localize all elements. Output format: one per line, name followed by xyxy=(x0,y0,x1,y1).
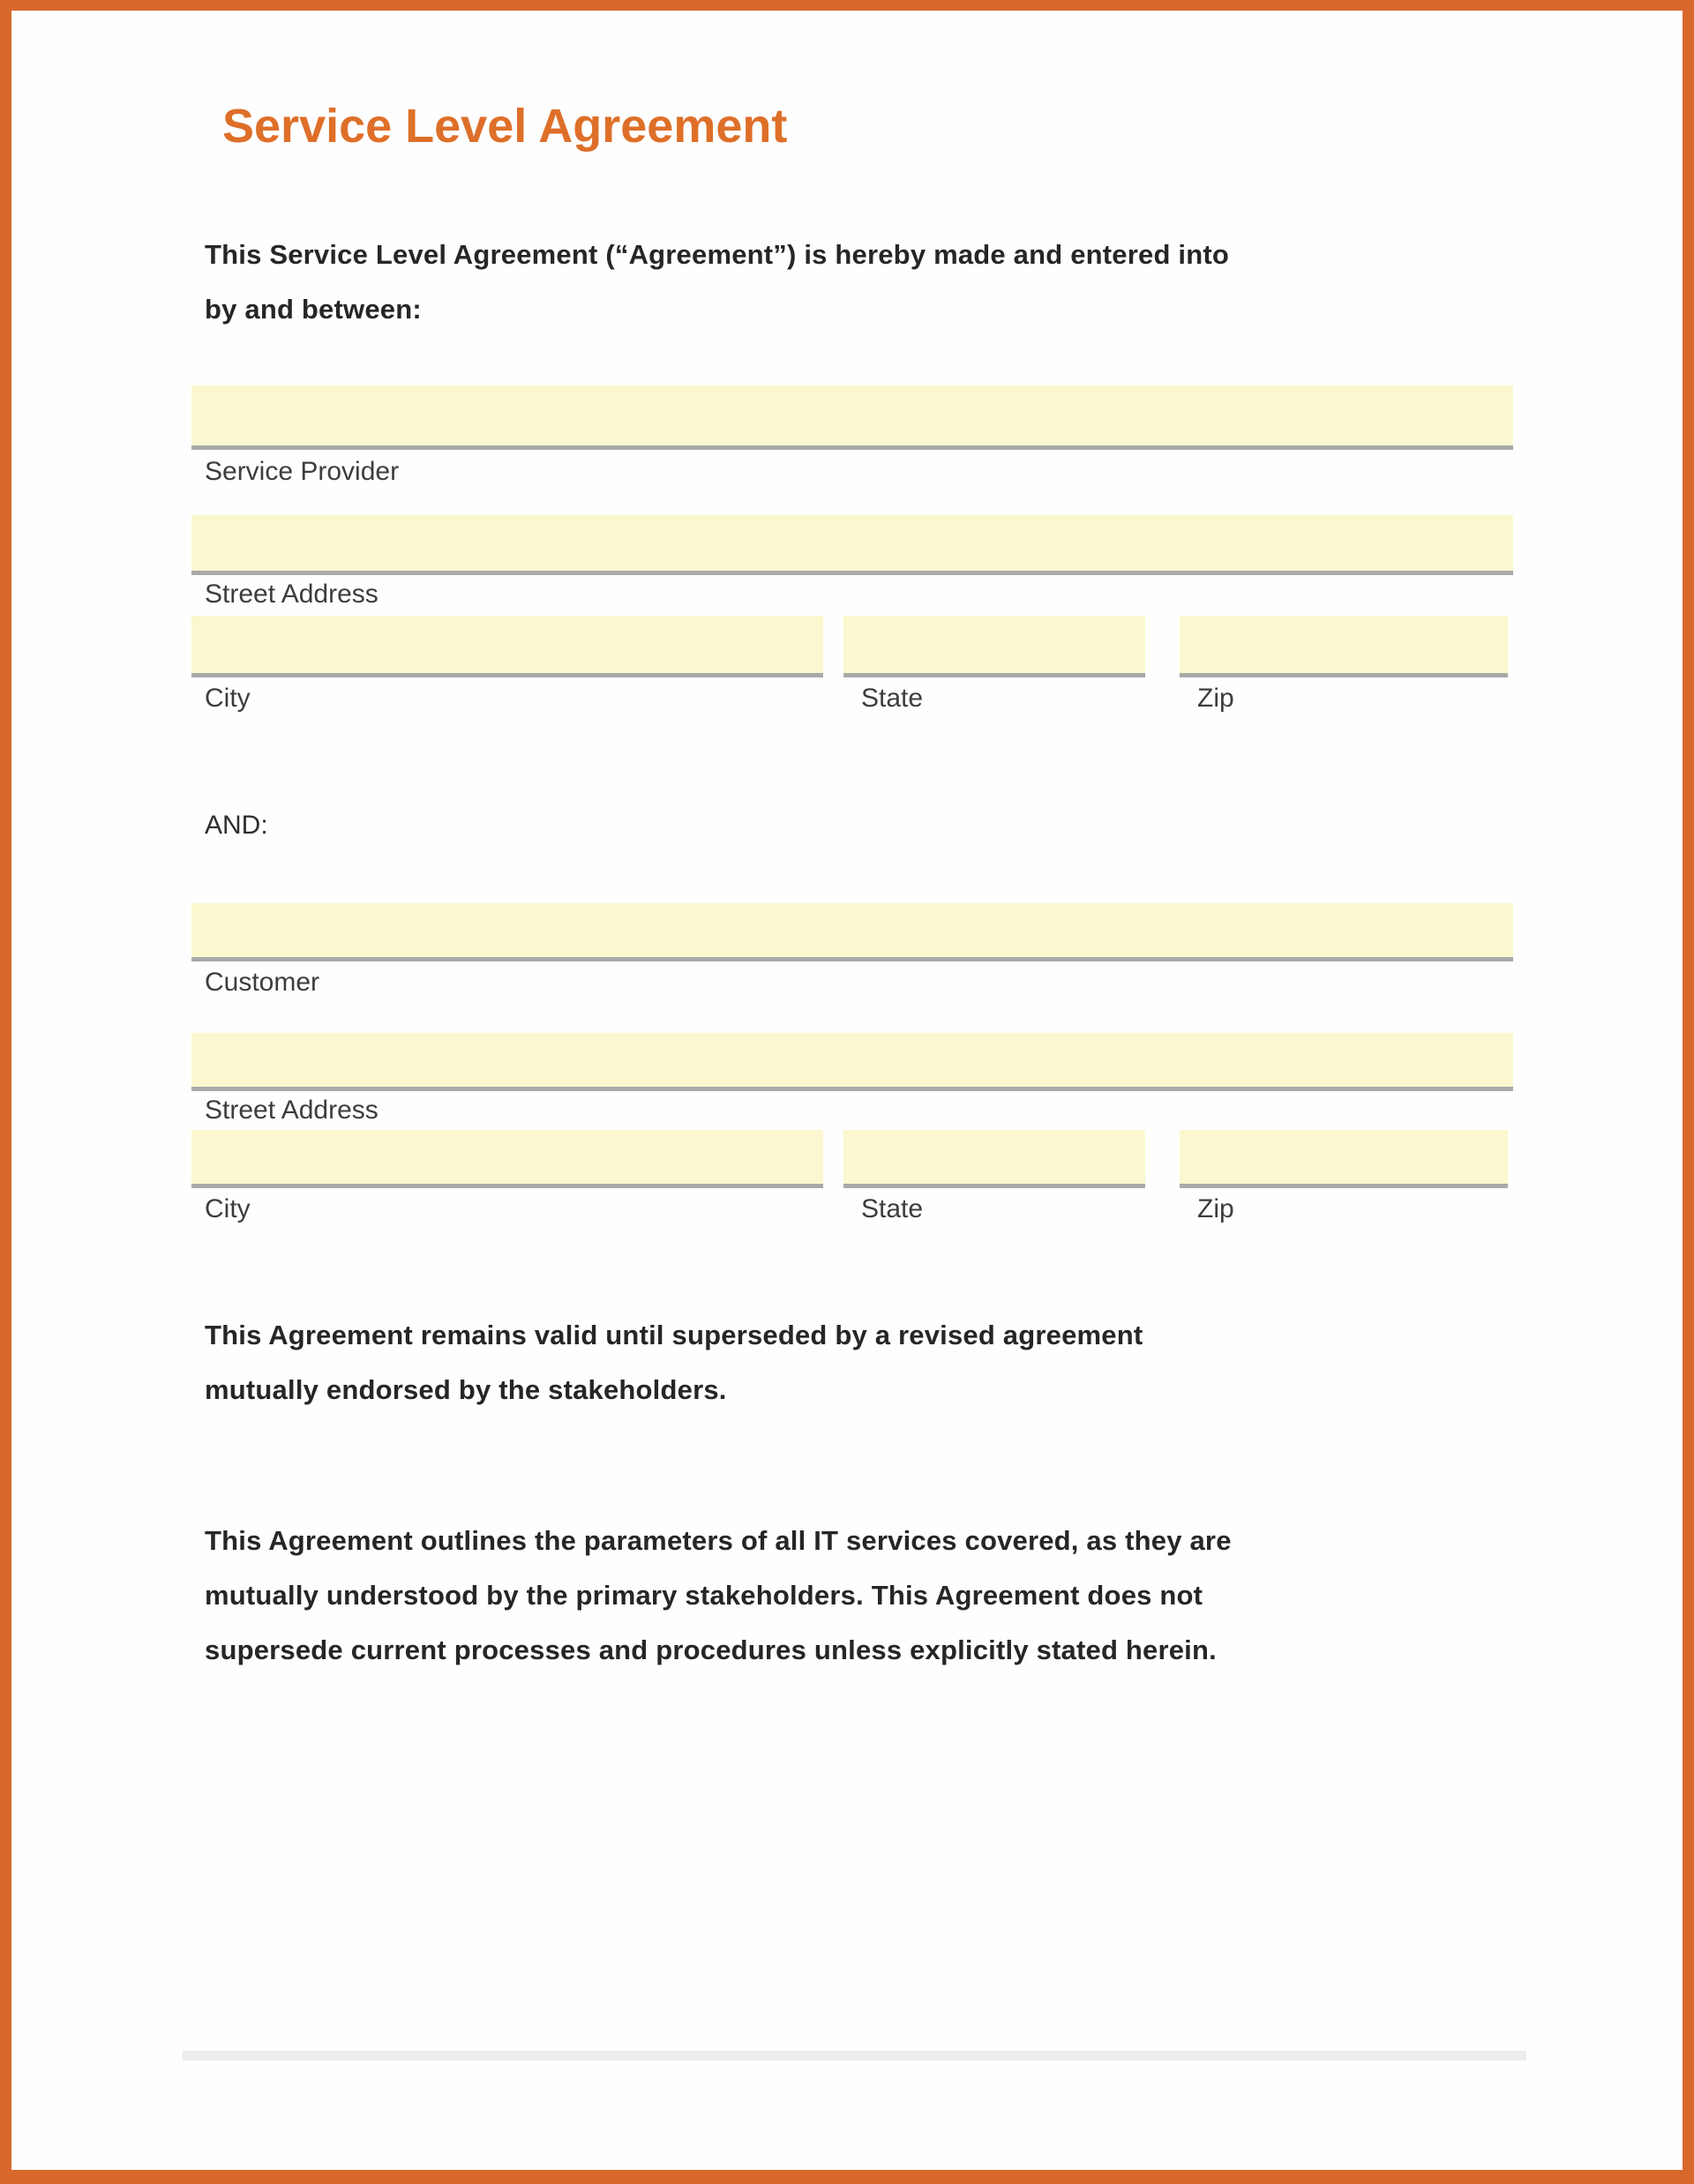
customer-state-input[interactable] xyxy=(843,1130,1145,1188)
scope-line-3: supersede current processes and procedures unless explicitly stated herein. xyxy=(205,1634,1217,1665)
footer-divider xyxy=(183,2051,1526,2061)
scope-line-2: mutually understood by the primary stakeholders. This Agreement does not xyxy=(205,1580,1203,1611)
provider-state-input[interactable] xyxy=(843,616,1145,677)
customer-street-label: Street Address xyxy=(205,1096,379,1125)
validity-line-1: This Agreement remains valid until superseded by a revised agreement xyxy=(205,1320,1143,1350)
provider-zip-input[interactable] xyxy=(1180,616,1508,677)
provider-street-input[interactable] xyxy=(191,515,1513,575)
provider-name-label: Service Provider xyxy=(205,457,400,486)
customer-name-input[interactable] xyxy=(191,903,1513,961)
customer-name-label: Customer xyxy=(205,968,320,997)
provider-city-input[interactable] xyxy=(191,616,823,677)
scope-line-1: This Agreement outlines the parameters of all IT services covered, as they are xyxy=(205,1525,1232,1556)
customer-city-label: City xyxy=(205,1194,251,1223)
customer-zip-input[interactable] xyxy=(1180,1130,1508,1188)
provider-street-label: Street Address xyxy=(205,580,379,609)
customer-state-label: State xyxy=(861,1194,924,1223)
provider-city-label: City xyxy=(205,684,251,713)
intro-paragraph xyxy=(205,228,1229,337)
page-title: Service Level Agreement xyxy=(222,100,788,153)
validity-line-2: mutually endorsed by the stakeholders. xyxy=(205,1374,727,1405)
scope-paragraph xyxy=(205,1514,1232,1678)
and-label: AND: xyxy=(205,811,268,840)
provider-state-label: State xyxy=(861,684,924,713)
customer-city-input[interactable] xyxy=(191,1130,823,1188)
validity-paragraph xyxy=(205,1308,1143,1417)
customer-street-input[interactable] xyxy=(191,1033,1513,1091)
customer-zip-label: Zip xyxy=(1197,1194,1234,1223)
intro-line-2: by and between: xyxy=(205,294,422,325)
provider-zip-label: Zip xyxy=(1197,684,1234,713)
provider-name-input[interactable] xyxy=(191,385,1513,450)
intro-line-1: This Service Level Agreement (“Agreement”) is hereby made and entered into xyxy=(205,239,1229,270)
